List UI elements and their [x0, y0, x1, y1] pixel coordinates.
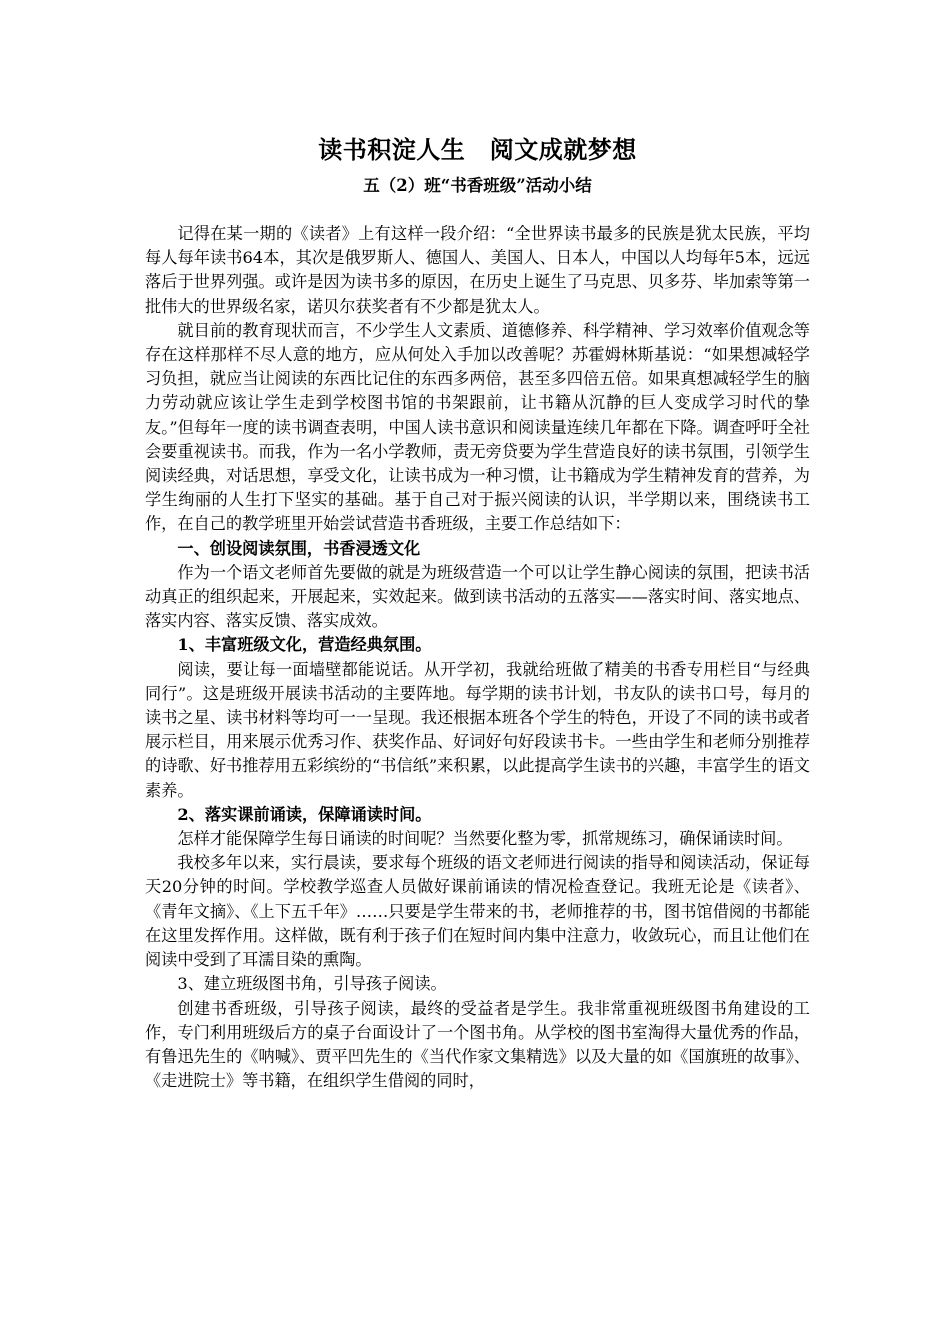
section-1-heading: 一、创设阅读氛围，书香浸透文化 [177, 538, 421, 558]
item-2-paragraph-1: 怎样才能保障学生每日诵读的时间呢？当然要化整为零，抓常规练习，确保诵读时间。 [177, 829, 793, 849]
item-1-paragraph: 阅读，要让每一面墙壁都能说话。从开学初，我就给班做了精美的书香专用栏目“与经典同行”。这是班级开展读书活动的主要阵地。每学期的读书计划，书友队的读书口号，每月的读书之星、读书材料等均可一一呈现。我还根据本班各个学生的特色，开设了不同的读书或者展示栏目，用来展示优秀习作、获奖作品、好词好句好段读书卡。一些由学生和老师分别推荐的诗歌、好书推荐用五彩缤纷的“书信纸”来积累，以此提高学生读书的兴趣，丰富学生的语文素养。 [145, 659, 810, 800]
document-content [145, 133, 810, 1093]
item-1-heading: 1、丰富班级文化，营造经典氛围。 [177, 635, 432, 655]
document-body [145, 222, 810, 1093]
item-2-heading: 2、落实课前诵读，保障诵读时间。 [177, 804, 432, 824]
document-subtitle: 五（2）班“书香班级”活动小结 [363, 176, 592, 195]
intro-paragraph-2: 就目前的教育现状而言，不少学生人文素质、道德修养、科学精神、学习效率价值观念等存在这样那样不尽人意的地方，应从何处入手加以改善呢？苏霍姆林斯基说：“如果想减轻学习负担，就应当让阅读的东西比记住的东西多两倍，甚至多四倍五倍。如果真想减轻学生的脑力劳动就应该让学生走到学校图书馆的书架跟前，让书籍从沉静的巨人变成学习时代的挚友。”但每年一度的读书调查表明，中国人读书意识和阅读量连续几年都在下降。调查呼吁全社会要重视读书。而我，作为一名小学教师，责无旁贷要为学生营造良好的读书氛围，引领学生阅读经典，对话思想，享受文化，让读书成为一种习惯，让书籍成为学生精神发育的营养，为学生绚丽的人生打下坚实的基础。基于自己对于振兴阅读的认识，半学期以来，围绕读书工作，在自己的教学班里开始尝试营造书香班级，主要工作总结如下： [145, 320, 810, 534]
item-3-heading: 3、建立班级图书角，引导孩子阅读。 [177, 974, 447, 994]
document-title: 读书积淀人生 阅文成就梦想 [318, 135, 637, 164]
intro-paragraph-1: 记得在某一期的《读者》上有这样一段介绍：“全世界读书最多的民族是犹太民族，平均每人每年读书64本，其次是俄罗斯人、德国人、美国人、日本人，中国以人均每年5本，远远落后于世界列强。或许是因为读书多的原因，在历史上诞生了马克思、贝多芬、毕加索等第一批伟大的世界级名家，诺贝尔获奖者有不少都是犹太人。 [145, 224, 810, 316]
section-1-paragraph: 作为一个语文老师首先要做的就是为班级营造一个可以让学生静心阅读的氛围，把读书活动真正的组织起来，开展起来，实效起来。做到读书活动的五落实——落实时间、落实地点、落实内容、落实反馈、落实成效。 [145, 562, 810, 631]
item-2-paragraph-2: 我校多年以来，实行晨读，要求每个班级的语文老师进行阅读的指导和阅读活动，保证每天20分钟的时间。学校教学巡查人员做好课前诵读的情况检查登记。我班无论是《读者》、《青年文摘》、《上下五千年》……只要是学生带来的书，老师推荐的书，图书馆借阅的书都能在这里发挥作用。这样做，既有利于孩子们在短时间内集中注意力，收敛玩心，而且让他们在阅读中受到了耳濡目染的熏陶。 [145, 853, 810, 970]
item-3-paragraph: 创建书香班级，引导孩子阅读，最终的受益者是学生。我非常重视班级图书角建设的工作，专门利用班级后方的桌子台面设计了一个图书角。从学校的图书室淘得大量优秀的作品，有鲁迅先生的《呐喊》、贾平凹先生的《当代作家文集精选》以及大量的如《国旗班的故事》、《走进院士》等书籍，在组织学生借阅的同时， [145, 998, 810, 1091]
